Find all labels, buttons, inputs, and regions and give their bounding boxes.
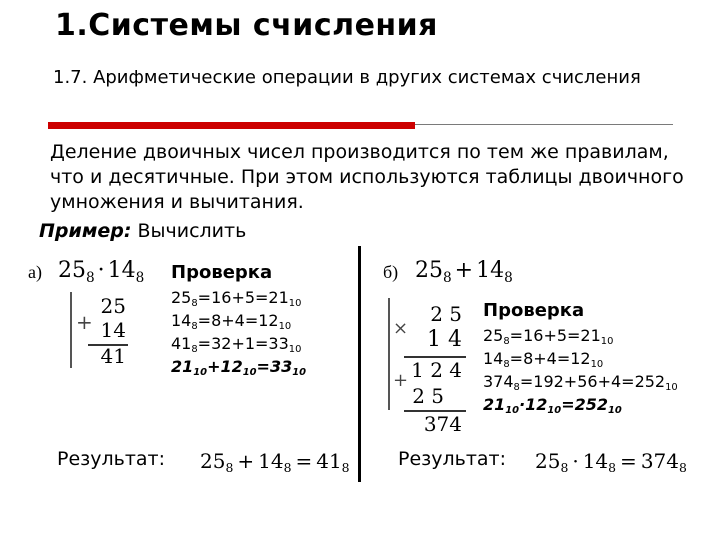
- check-b-line-1: $25_8=16+5=21_{10}$: [483, 326, 614, 348]
- example-heading: [39, 220, 246, 242]
- example-label: Пример:: [39, 220, 132, 242]
- check-a-line-1: $25_8=16+5=21_{10}$: [171, 288, 302, 310]
- column-a-result: 41: [100, 344, 126, 368]
- check-a-line-3: $41_8=32+1=33_{10}$: [171, 334, 302, 356]
- check-b-line-4: $21_{10}\cdot 12_{10}=252_{10}$: [483, 395, 622, 417]
- column-a-row2: 14: [100, 318, 126, 342]
- expr-a-n2: 14: [107, 258, 136, 283]
- part-a-check-lines: [171, 288, 306, 380]
- check-b-line-3: $374_8=192+56+4=252_{10}$: [483, 372, 678, 394]
- title-accent-bar: [48, 122, 415, 129]
- check-b-line-2: $14_8=8+4=12_{10}$: [483, 349, 604, 371]
- column-a-bracket: [70, 292, 72, 368]
- part-b-check-lines: [483, 326, 678, 418]
- part-a-expression: [58, 258, 145, 286]
- column-b-row3: 1 2 4: [411, 358, 462, 382]
- column-b-op2: +: [393, 370, 409, 391]
- part-a-result-label: Результат:: [57, 448, 166, 470]
- part-a-label: а): [28, 262, 42, 282]
- expr-a-n1: 25: [58, 258, 86, 283]
- part-b-check-title: Проверка: [483, 300, 585, 321]
- column-b-row2: 1 4: [427, 327, 462, 352]
- check-a-line-2: $14_8=8+4=12_{10}$: [171, 311, 292, 333]
- part-a-result-expression: $25_8 + 14_8 = 41_8$: [200, 449, 350, 476]
- body-paragraph: Деление двоичных чисел производится по тем же правилам, что и десятичные. При этом используются таблицы двоичного умножения и вычитания.: [50, 141, 684, 213]
- expr-a-base1: 8: [86, 269, 95, 286]
- column-b-op1: ×: [393, 318, 409, 339]
- column-b-row1: 2 5: [430, 302, 462, 326]
- part-b-expression: $25_8 + 14_8$: [415, 258, 513, 286]
- part-b-result-expression: $25_8 \cdot 14_8 = 374_8$: [535, 449, 687, 476]
- column-a-op: +: [76, 310, 93, 334]
- part-b-result-label: Результат:: [398, 448, 507, 470]
- slide-subtitle: 1.7. Арифметические операции в других системах счисления: [53, 67, 641, 88]
- check-a-line-4: $21_{10}+12_{10}=33_{10}$: [171, 357, 306, 379]
- part-b-label: б): [383, 262, 399, 282]
- column-b-row4: 2 5: [412, 384, 444, 408]
- expr-a-base2: 8: [135, 269, 145, 286]
- example-text: Вычислить: [131, 220, 247, 242]
- column-b-result: 374: [423, 412, 462, 436]
- slide-title: 1.Системы счисления: [55, 8, 438, 43]
- part-a-check-title: Проверка: [171, 262, 273, 283]
- expr-a-op: ·: [97, 258, 105, 283]
- vertical-divider: [358, 246, 361, 482]
- column-a-row1: 25: [100, 294, 126, 318]
